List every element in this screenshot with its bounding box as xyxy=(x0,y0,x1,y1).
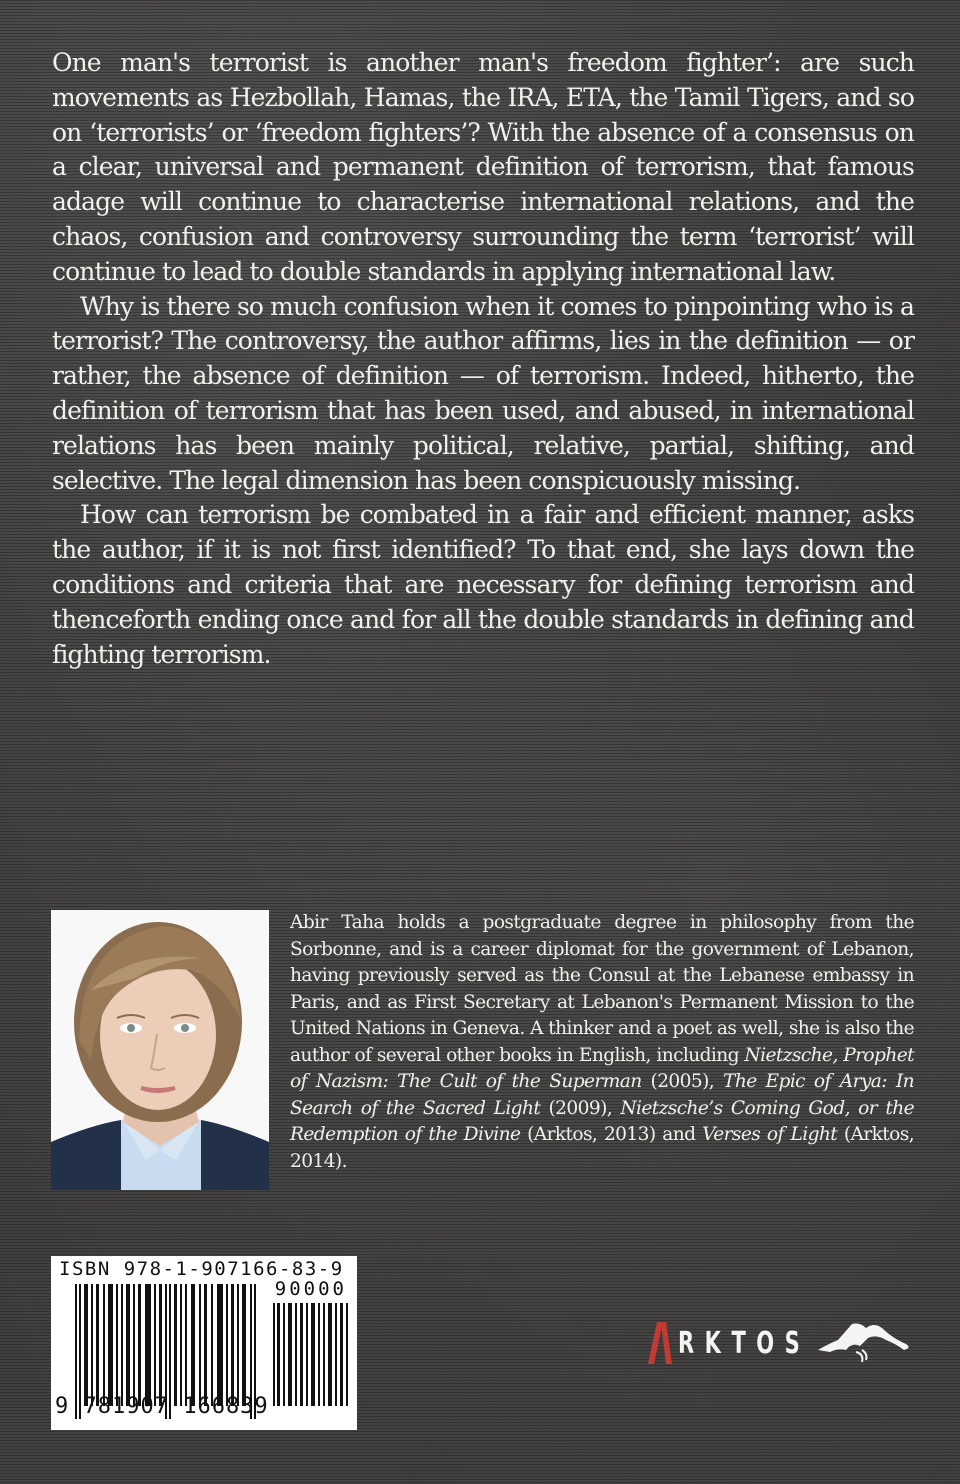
book-title: Nietzsche’s Coming God, or the Redemption of the Divine xyxy=(290,1097,914,1145)
book-title: The Epic of Arya: In Search of the Sacred Light xyxy=(290,1071,914,1119)
blurb-paragraph-1: One man's terrorist is another man's freedom fighter’: are such movements as Hezbollah, Hamas, the IRA, ETA, the Tamil Tigers, and so on ‘terrorists’ or ‘freedom fighters’? With the absence of a consensus on a clear, universal and permanent definition of terrorism, that famous adage will continue to characterise international relations, and the chaos, confusion and controversy surrounding the term ‘terrorist’ will continue to lead to double standards in applying international law. xyxy=(52,48,914,286)
addon-bars-icon xyxy=(273,1303,353,1406)
book-year: (Arktos, 2014). xyxy=(290,1124,915,1172)
back-cover-blurb xyxy=(52,46,914,672)
logo-a-glyph-icon xyxy=(648,1322,672,1364)
price-addon-code: 90000 xyxy=(274,1278,347,1300)
ean-number: 9 781907 166839 xyxy=(55,1394,269,1419)
book-title: Verses of Light xyxy=(702,1124,838,1145)
book-year: (2009), xyxy=(540,1097,621,1119)
mountain-icon xyxy=(816,1320,912,1364)
book-title: Nietzsche, Prophet of Nazism: The Cult of the Superman xyxy=(290,1044,914,1092)
logo-wordmark: RKTOS xyxy=(678,1325,811,1361)
isbn-label: ISBN 978-1-907166-83-9 xyxy=(59,1258,344,1280)
bio-intro: Abir Taha holds a postgraduate degree in philosophy from the Sorbonne, and is a career diplomat for the government of Lebanon, having previously served as the Consul at the Lebanese embassy in Paris, and as First Secretary at Lebanon's Permanent Mission to the United Nations in Geneva. A thinker and a poet as well, she is also the author of several other books in English, including xyxy=(290,912,914,1066)
isbn-barcode xyxy=(51,1256,357,1430)
blurb-paragraph-2: Why is there so much confusion when it comes to pinpointing who is a terrorist? The controversy, the author affirms, lies in the definition — or rather, the absence of definition — of terrorism. Indeed, hitherto, the definition of terrorism that has been used, and abused, in international relations has been mainly political, relative, partial, shifting, and selective. The legal dimension has been conspicuously missing. xyxy=(52,291,914,495)
book-year: (Arktos, 2013) and xyxy=(520,1124,703,1145)
publisher-logo xyxy=(648,1318,867,1368)
blurb-paragraph-3: How can terrorism be combated in a fair and efficient manner, asks the author, if it is not first identified? To that end, she lays down the conditions and criteria that are necessary for defining terrorism and thenceforth ending once and for all the double standards in defining and fighting terrorism. xyxy=(52,500,914,669)
author-photo xyxy=(51,910,269,1190)
author-bio-text xyxy=(290,910,914,1175)
author-bio xyxy=(290,910,914,1175)
book-year: (2005), xyxy=(641,1071,724,1092)
